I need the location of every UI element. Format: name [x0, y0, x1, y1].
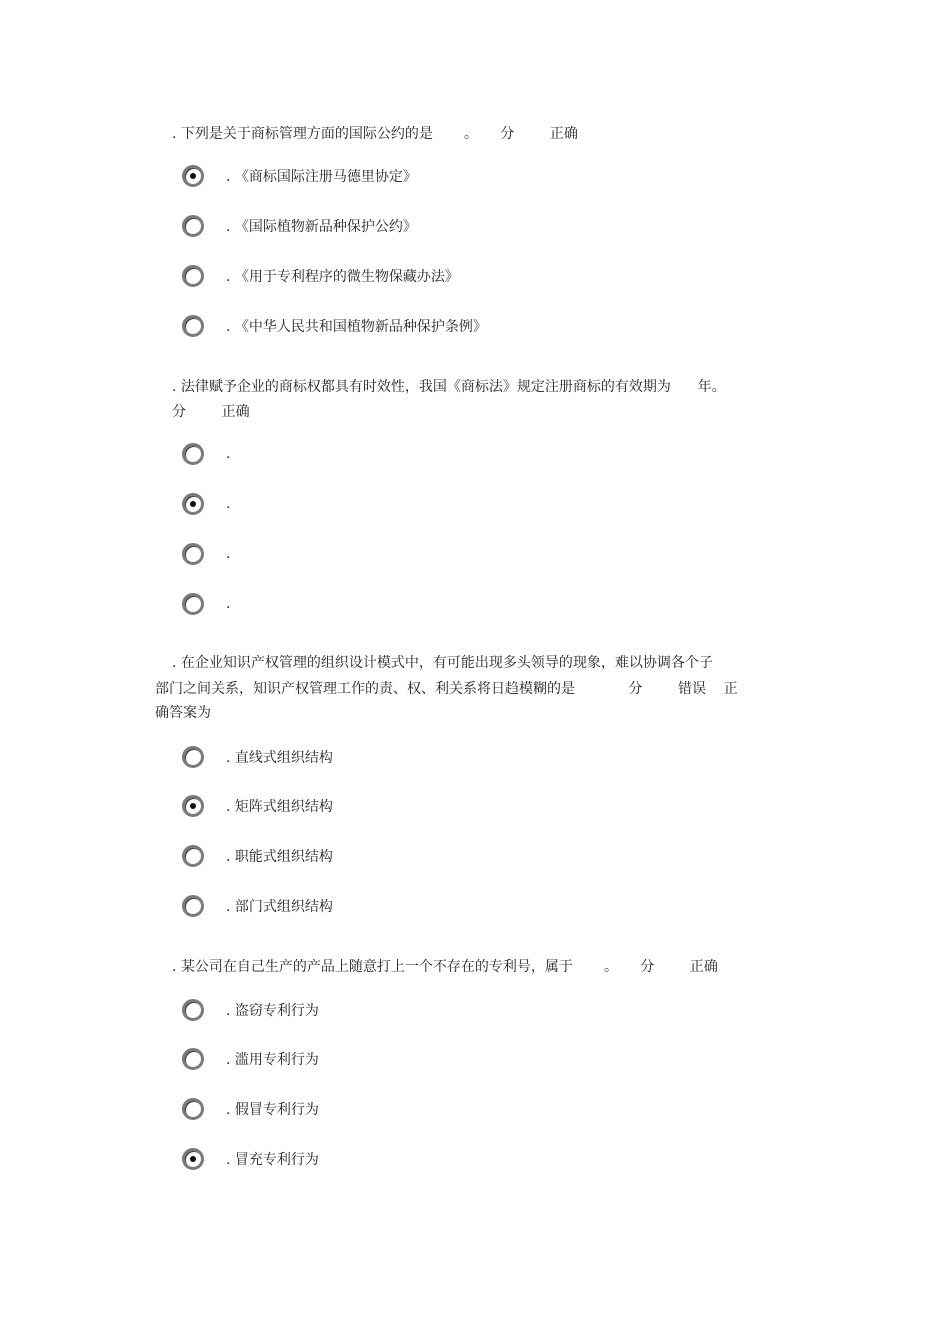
question-2-option-d[interactable] [182, 590, 230, 618]
radio-selected-icon[interactable] [182, 165, 204, 187]
radio-unselected-icon[interactable] [182, 265, 204, 287]
radio-selected-icon[interactable] [182, 795, 204, 817]
radio-unselected-icon[interactable] [182, 593, 204, 615]
question-4-option-b[interactable] [182, 1045, 319, 1073]
option-label: . [226, 446, 231, 462]
option-label: . 《中华人民共和国植物新品种保护条例》 [226, 319, 487, 335]
question-3-stem [172, 651, 713, 675]
radio-unselected-icon[interactable] [182, 845, 204, 867]
question-1-option-a[interactable] [182, 162, 417, 190]
question-2-option-b[interactable] [182, 490, 230, 518]
option-label: . 职能式组织结构 [226, 849, 333, 865]
question-3-line-2: 部门之间关系，知识产权管理工作的责、权、利关系将日趋模糊的是 分 错误 正 [155, 681, 738, 697]
question-4-option-d[interactable] [182, 1145, 319, 1173]
option-label: . 假冒专利行为 [226, 1102, 319, 1118]
question-2-option-c[interactable] [182, 540, 230, 568]
question-4-option-a[interactable] [182, 996, 319, 1024]
question-3-line-3: 确答案为 [155, 705, 211, 721]
option-label: . 《商标国际注册马德里协定》 [226, 169, 417, 185]
option-label: . 滥用专利行为 [226, 1052, 319, 1068]
radio-selected-icon[interactable] [182, 493, 204, 515]
question-2-option-a[interactable] [182, 440, 230, 468]
question-1-option-c[interactable] [182, 262, 459, 290]
radio-unselected-icon[interactable] [182, 543, 204, 565]
question-1-option-b[interactable] [182, 212, 417, 240]
option-label: . 盗窃专利行为 [226, 1003, 319, 1019]
question-2-stem [172, 375, 726, 399]
question-2-line-1: . 法律赋予企业的商标权都具有时效性，我国《商标法》规定注册商标的有效期为 年。 [172, 379, 726, 395]
question-2-stem-cont [172, 400, 250, 424]
question-3-option-a[interactable] [182, 743, 333, 771]
question-1-option-d[interactable] [182, 312, 487, 340]
radio-unselected-icon[interactable] [182, 999, 204, 1021]
question-1-stem [172, 122, 578, 146]
option-label: . [226, 596, 231, 612]
option-label: . [226, 496, 231, 512]
question-3-stem-cont [155, 677, 738, 725]
radio-unselected-icon[interactable] [182, 315, 204, 337]
option-label: . 部门式组织结构 [226, 899, 333, 915]
radio-unselected-icon[interactable] [182, 895, 204, 917]
question-3-option-b[interactable] [182, 792, 333, 820]
question-2-line-2: 分 正确 [172, 404, 250, 420]
option-label: . 直线式组织结构 [226, 750, 333, 766]
option-label: . [226, 546, 231, 562]
option-label: . 《用于专利程序的微生物保藏办法》 [226, 269, 459, 285]
radio-selected-icon[interactable] [182, 1148, 204, 1170]
radio-unselected-icon[interactable] [182, 1048, 204, 1070]
radio-unselected-icon[interactable] [182, 443, 204, 465]
option-label: . 矩阵式组织结构 [226, 799, 333, 815]
option-label: . 《国际植物新品种保护公约》 [226, 219, 417, 235]
radio-unselected-icon[interactable] [182, 215, 204, 237]
question-4-option-c[interactable] [182, 1095, 319, 1123]
question-3-option-c[interactable] [182, 842, 333, 870]
radio-unselected-icon[interactable] [182, 1098, 204, 1120]
option-label: . 冒充专利行为 [226, 1152, 319, 1168]
question-3-line-1: . 在企业知识产权管理的组织设计模式中，有可能出现多头领导的现象，难以协调各个子 [172, 655, 713, 671]
question-4-line-1: . 某公司在自己生产的产品上随意打上一个不存在的专利号，属于 。 分 正确 [172, 959, 718, 975]
question-3-option-d[interactable] [182, 892, 333, 920]
question-4-stem [172, 955, 718, 979]
radio-unselected-icon[interactable] [182, 746, 204, 768]
question-1-line-1: . 下列是关于商标管理方面的国际公约的是 。 分 正确 [172, 126, 578, 142]
